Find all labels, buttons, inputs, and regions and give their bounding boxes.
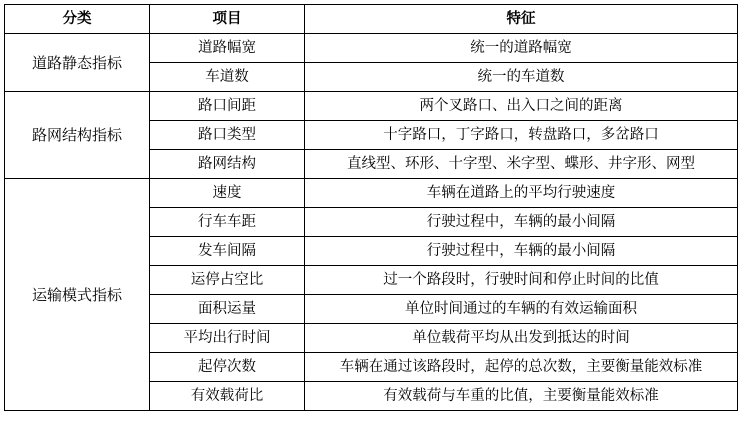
item-cell: 发车间隔 <box>150 237 305 266</box>
item-cell: 路口间距 <box>150 92 305 121</box>
feature-cell: 统一的车道数 <box>305 63 738 92</box>
header-category: 分类 <box>5 5 150 34</box>
item-cell: 有效载荷比 <box>150 382 305 411</box>
feature-cell: 车辆在道路上的平均行驶速度 <box>305 179 738 208</box>
feature-cell: 统一的道路幅宽 <box>305 34 738 63</box>
feature-cell: 车辆在通过该路段时，起停的总次数，主要衡量能效标准 <box>305 353 738 382</box>
item-cell: 车道数 <box>150 63 305 92</box>
item-cell: 起停次数 <box>150 353 305 382</box>
feature-cell: 直线型、环形、十字型、米字型、蝶形、井字形、网型 <box>305 150 738 179</box>
category-cell-road-static: 道路静态指标 <box>5 34 150 92</box>
feature-cell: 过一个路段时，行驶时间和停止时间的比值 <box>305 266 738 295</box>
item-cell: 路网结构 <box>150 150 305 179</box>
feature-cell: 行驶过程中，车辆的最小间隔 <box>305 237 738 266</box>
table-row <box>5 179 738 208</box>
item-cell: 路口类型 <box>150 121 305 150</box>
table-row <box>5 92 738 121</box>
indicator-table <box>4 4 738 411</box>
feature-cell: 两个叉路口、出入口之间的距离 <box>305 92 738 121</box>
item-cell: 道路幅宽 <box>150 34 305 63</box>
feature-cell: 十字路口，丁字路口，转盘路口，多岔路口 <box>305 121 738 150</box>
item-cell: 面积运量 <box>150 295 305 324</box>
category-cell-network-structure: 路网结构指标 <box>5 92 150 179</box>
table-header-row <box>5 5 738 34</box>
item-cell: 速度 <box>150 179 305 208</box>
feature-cell: 单位载荷平均从出发到抵达的时间 <box>305 324 738 353</box>
item-cell: 行车车距 <box>150 208 305 237</box>
feature-cell: 行驶过程中，车辆的最小间隔 <box>305 208 738 237</box>
feature-cell: 有效载荷与车重的比值，主要衡量能效标准 <box>305 382 738 411</box>
header-feature: 特征 <box>305 5 738 34</box>
feature-cell: 单位时间通过的车辆的有效运输面积 <box>305 295 738 324</box>
header-item: 项目 <box>150 5 305 34</box>
table-row <box>5 34 738 63</box>
item-cell: 平均出行时间 <box>150 324 305 353</box>
item-cell: 运停占空比 <box>150 266 305 295</box>
category-cell-transport-mode: 运输模式指标 <box>5 179 150 411</box>
